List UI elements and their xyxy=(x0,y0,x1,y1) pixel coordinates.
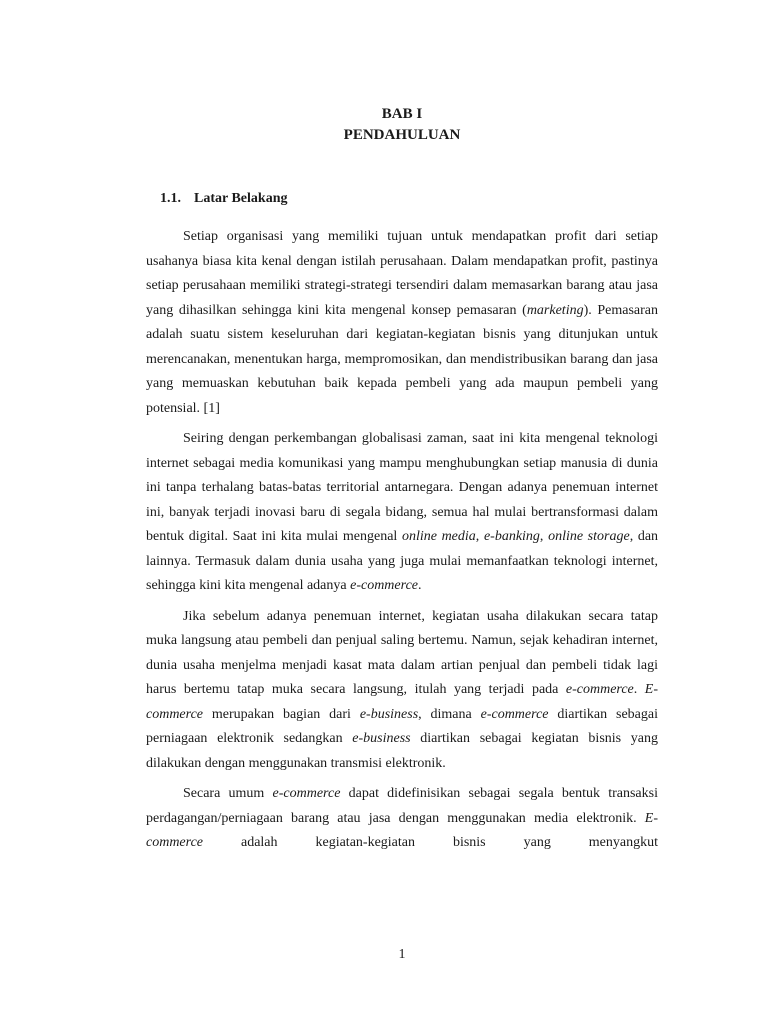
text-run: Setiap organisasi yang memiliki tujuan untuk mendapatkan profit dari setiap usahanya biasa kita kenal dengan istilah perusahaan. Dalam mendapatkan profit, pastinya setiap perusahaan memiliki strategi-strategi tersendiri dalam memasarkan barang atau jasa yang dihasilkan sehingga kini kita mengenal konsep pemasaran ( xyxy=(146,229,658,318)
text-run: Secara umum xyxy=(183,786,273,801)
section-heading xyxy=(160,189,287,209)
text-run: adalah kegiatan-kegiatan bisnis yang menyangkut xyxy=(203,835,658,850)
paragraph-1 xyxy=(146,225,658,421)
paragraph-4 xyxy=(146,782,658,856)
text-run: diartikan sebagai kegiatan bisnis yang dilakukan dengan menggunakan transmisi elektronik. xyxy=(146,731,658,771)
italic-term: marketing xyxy=(526,302,584,318)
italic-term: e-banking xyxy=(483,529,540,544)
paragraph-3 xyxy=(146,605,658,777)
text-run: . xyxy=(633,682,645,697)
text-run: merupakan bagian dari xyxy=(203,706,360,722)
italic-term: online media xyxy=(401,529,476,544)
italic-term: online storage xyxy=(548,529,630,544)
italic-term: E-commerce xyxy=(146,682,659,722)
text-run: , dimana xyxy=(418,706,481,722)
italic-term: e-commerce xyxy=(350,578,418,593)
text-run: , xyxy=(475,529,484,544)
chapter-title: PENDAHULUAN xyxy=(343,127,461,143)
text-run: , xyxy=(539,529,549,544)
text-run: Jika sebelum adanya penemuan internet, kegiatan usaha dilakukan secara tatap muka langsung atau pembeli dan penjual saling bertemu. Namun, sejak kehadiran internet, dunia usaha menjelma menjadi kasat mata dalam artian penjual dan pembeli tidak lagi harus bertemu tatap muka secara langsung, itulah yang terjadi pada xyxy=(146,608,658,697)
section-number: 1.1. xyxy=(160,191,181,206)
text-run: diartikan sebagai perniagaan elektronik sedangkan xyxy=(146,706,658,746)
chapter-heading xyxy=(146,104,658,146)
chapter-label: BAB I xyxy=(381,106,423,122)
text-run: dapat didefinisikan sebagai segala bentuk transaksi perdagangan/perniagaan barang atau jasa dengan menggunakan media elektronik. xyxy=(146,786,658,826)
italic-term: e-commerce xyxy=(272,786,341,801)
italic-term: e-commerce xyxy=(565,682,634,697)
text-run: . xyxy=(418,578,422,593)
text-run: , dan lainnya. Termasuk dalam dunia usaha yang juga mulai memanfaatkan teknologi internet, sehingga kini kita mengenal adanya xyxy=(146,529,659,593)
italic-term: e-business xyxy=(352,731,411,746)
italic-term: e-business xyxy=(359,706,419,722)
page-number: 1 xyxy=(398,947,406,962)
text-run: Seiring dengan perkembangan globalisasi zaman, saat ini kita mengenal teknologi internet sebagai media komunikasi yang mampu menghubungkan setiap manusia di dunia ini tanpa terhalang batas-batas territorial antarnegara. Dengan adanya penemuan internet ini, banyak terjadi inovasi baru di segala bidang, semua hal mulai bertransformasi dalam bentuk digital. Saat ini kita mulai mengenal xyxy=(146,431,658,544)
italic-term: e-commerce xyxy=(480,706,549,722)
paragraph-2 xyxy=(146,427,658,599)
italic-term: E-commerce xyxy=(146,810,658,850)
text-run: ). Pemasaran adalah suatu sistem keseluruhan dari kegiatan-kegiatan bisnis yang ditunjukan untuk merencanakan, menentukan harga, mempromosikan, dan mendistribusikan barang dan jasa yang memuaskan kebutuhan baik kepada pembeli yang ada maupun pembeli yang potensial. [1] xyxy=(146,302,658,416)
section-title: Latar Belakang xyxy=(194,191,288,206)
body-text xyxy=(146,225,658,862)
